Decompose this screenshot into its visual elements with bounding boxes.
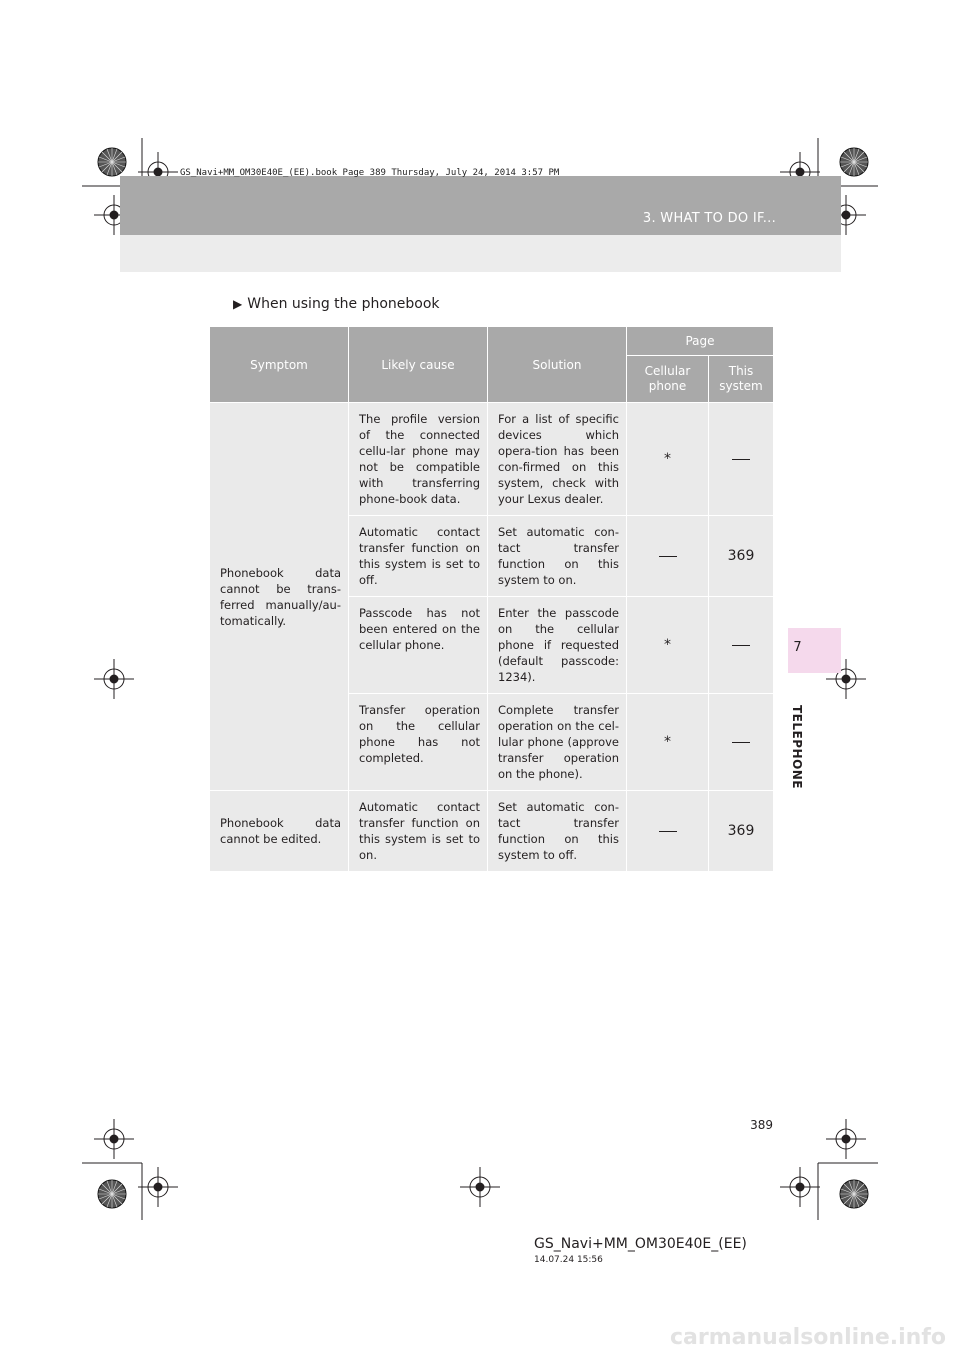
cellular-page-cell [627, 597, 709, 694]
asterisk-mark: * [664, 734, 671, 750]
dash-mark [659, 831, 677, 832]
header-likely-cause: Likely cause [349, 327, 488, 403]
cellular-page-cell [627, 516, 709, 597]
header-band-lower [120, 235, 841, 272]
solution-cell: For a list of specific devices which opera-tion has been con-firmed on this system, check with your Lexus dealer. [488, 403, 627, 516]
header-cellular-phone: Cellular phone [627, 356, 709, 403]
system-page-cell [709, 694, 774, 791]
system-page-cell [709, 597, 774, 694]
table-row [210, 403, 774, 516]
subtitle-text: When using the phonebook [247, 296, 440, 312]
dash-mark [732, 742, 750, 743]
cause-cell: Automatic contact transfer function on this system is set to off. [349, 516, 488, 597]
cause-cell: Automatic contact transfer function on this system is set to on. [349, 791, 488, 872]
table-row [210, 791, 774, 872]
header-symptom: Symptom [210, 327, 349, 403]
watermark: carmanualsonline.info [670, 1325, 946, 1350]
chapter-label: TELEPHONE [790, 705, 804, 790]
symptom-cell: Phonebook data cannot be edited. [210, 791, 349, 872]
dash-mark [659, 556, 677, 557]
chapter-number: 7 [793, 640, 802, 655]
header-page: Page [627, 327, 774, 356]
book-stamp: GS_Navi+MM_OM30E40E_(EE).book Page 389 Thursday, July 24, 2014 3:57 PM [180, 168, 560, 178]
cause-cell: The profile version of the connected cellu-lar phone may not be compatible with transferring phone-book data. [349, 403, 488, 516]
cellular-page-cell [627, 791, 709, 872]
page-number: 389 [750, 1118, 773, 1132]
section-title: 3. WHAT TO DO IF... [642, 211, 776, 226]
footer-doc-id: GS_Navi+MM_OM30E40E_(EE) [534, 1236, 747, 1252]
dash-mark [732, 459, 750, 460]
troubleshooting-table [209, 326, 774, 872]
play-triangle-icon: ▶ [233, 297, 243, 311]
symptom-cell: Phonebook data cannot be trans-ferred manually/au-tomatically. [210, 403, 349, 791]
solution-cell: Complete transfer operation on the cel-lular phone (approve transfer operation on the phone). [488, 694, 627, 791]
solution-cell: Set automatic con-tact transfer function on this system to on. [488, 516, 627, 597]
subtitle [233, 296, 440, 312]
header-band [120, 176, 841, 235]
system-page-cell [709, 403, 774, 516]
cause-cell: Transfer operation on the cellular phone has not completed. [349, 694, 488, 791]
asterisk-mark: * [664, 451, 671, 467]
dash-mark [732, 645, 750, 646]
solution-cell: Enter the passcode on the cellular phone if requested (default passcode: 1234). [488, 597, 627, 694]
system-page-cell: 369 [709, 516, 774, 597]
system-page-cell: 369 [709, 791, 774, 872]
header-solution: Solution [488, 327, 627, 403]
cellular-page-cell [627, 694, 709, 791]
solution-cell: Set automatic con-tact transfer function on this system to off. [488, 791, 627, 872]
cause-cell: Passcode has not been entered on the cellular phone. [349, 597, 488, 694]
footer-timestamp: 14.07.24 15:56 [534, 1255, 603, 1265]
cellular-page-cell [627, 403, 709, 516]
asterisk-mark: * [664, 637, 671, 653]
header-this-system: This system [709, 356, 774, 403]
